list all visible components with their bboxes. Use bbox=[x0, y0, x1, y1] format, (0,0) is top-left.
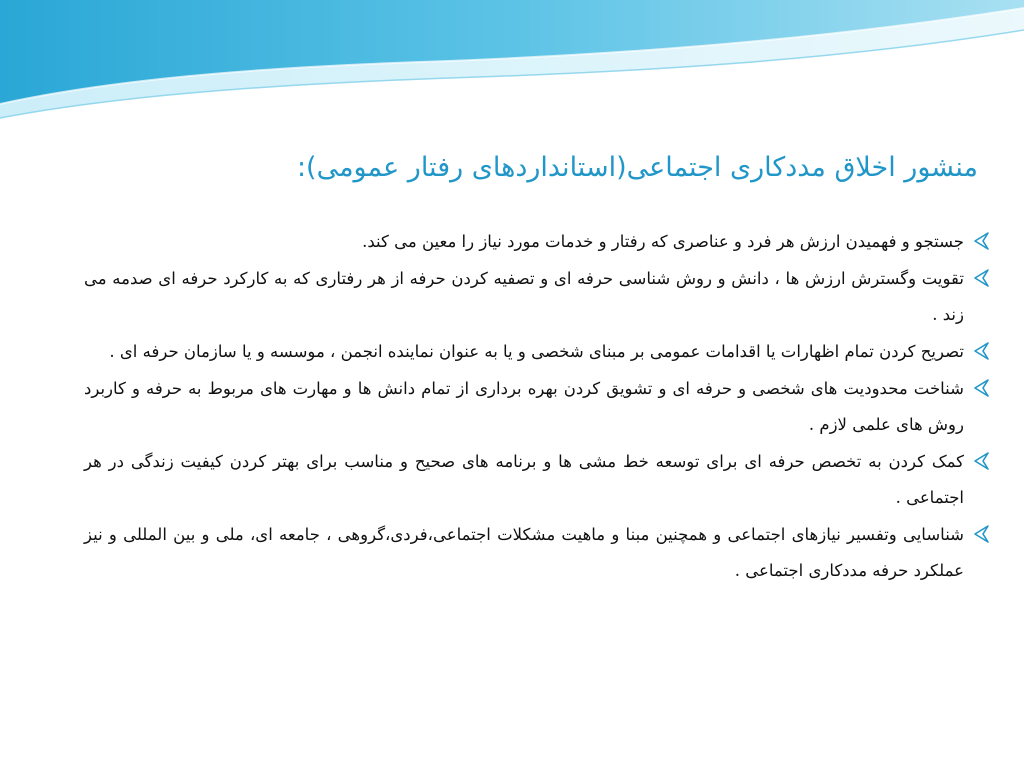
list-item-text: تقویت وگسترش ارزش ها ، دانش و روش شناسی حرفه ای و تصفیه کردن حرفه از هر رفتاری که به کارکرد حرفه ای صدمه می زند . bbox=[84, 269, 964, 324]
list-item-text: شناخت محدودیت های شخصی و حرفه ای و تشویق کردن بهره برداری از تمام دانش ها و مهارت های مربوط به حرفه و کاربرد روش های علمی لازم . bbox=[84, 379, 964, 434]
checkmark-arrow-icon bbox=[972, 377, 990, 399]
list-item-text: کمک کردن به تخصص حرفه ای برای توسعه خط مشی ها و برنامه های صحیح و مناسب برای بهتر کردن کیفیت زندگی در هر اجتماعی . bbox=[84, 452, 964, 507]
list-item bbox=[84, 224, 964, 260]
list-item bbox=[84, 444, 964, 516]
list-item-text: تصریح کردن تمام اظهارات یا اقدامات عمومی بر مبنای شخصی و یا به عنوان نماینده انجمن ، موسسه و یا سازمان حرفه ای . bbox=[109, 342, 964, 361]
slide-title: منشور اخلاق مددکاری اجتماعی(استانداردهای رفتار عمومی): bbox=[296, 152, 978, 183]
list-item-text: شناسایی وتفسیر نیازهای اجتماعی و همچنین مبنا و ماهیت مشکلات اجتماعی،فردی،گروهی ، جامعه ای، ملی و بین المللی و نیز عملکرد حرفه مددکاری اجتماعی . bbox=[84, 525, 964, 580]
list-item bbox=[84, 334, 964, 370]
checkmark-arrow-icon bbox=[972, 267, 990, 289]
list-item-text: جستجو و فهمیدن ارزش هر فرد و عناصری که رفتار و خدمات مورد نیاز را معین می کند. bbox=[362, 232, 964, 251]
list-item bbox=[84, 517, 964, 589]
bullet-list bbox=[84, 224, 964, 590]
checkmark-arrow-icon bbox=[972, 230, 990, 252]
checkmark-arrow-icon bbox=[972, 340, 990, 362]
checkmark-arrow-icon bbox=[972, 450, 990, 472]
checkmark-arrow-icon bbox=[972, 523, 990, 545]
list-item bbox=[84, 371, 964, 443]
header-wave-decoration bbox=[0, 0, 1024, 130]
list-item bbox=[84, 261, 964, 333]
